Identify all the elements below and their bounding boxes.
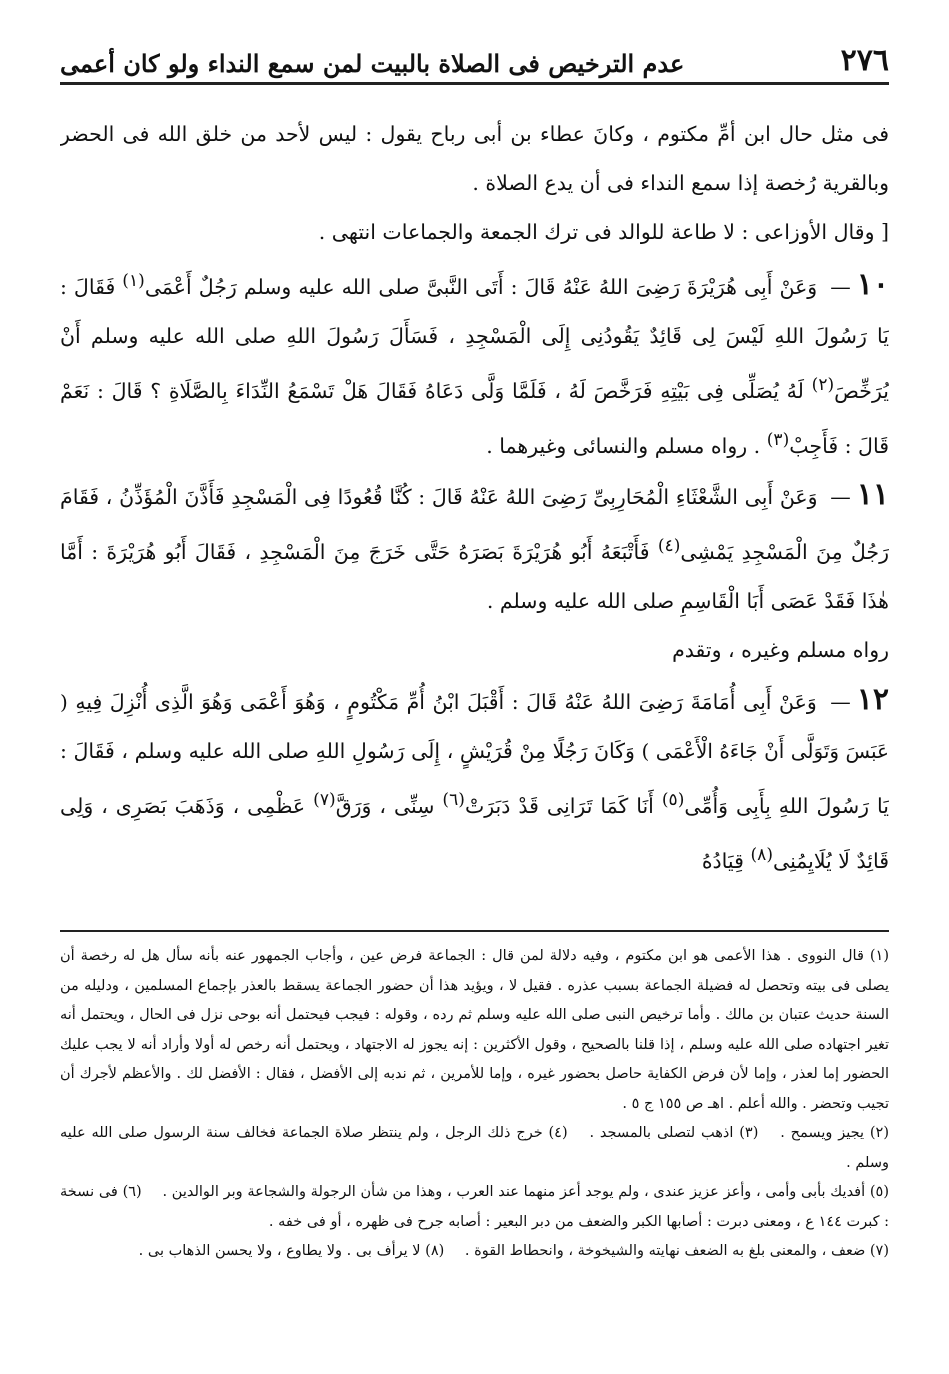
- header-rule: [60, 82, 889, 85]
- hadith-11-text-b: فَأَتْبَعَهُ أَبُو هُرَيْرَةَ بَصَرَهُ حَتَّى خَرَجَ مِنَ الْمَسْجِدِ ، فَقَالَ أَبُو هُرَيْرَةَ : أَمَّا هٰذَا فَقَدْ عَصَى أَبَا الْقَاسِمِ صلى الله عليه وسلم .: [60, 540, 889, 614]
- footnote-ref-7[interactable]: (٧): [313, 790, 336, 811]
- footnote-ref-3[interactable]: (٣): [766, 429, 790, 450]
- hadith-11: ١١— وَعَنْ أَبِى الشَّعْثَاءِ الْمُحَارِبِىِّ رَضِىَ اللهُ عَنْهُ قَالَ : كُنَّا قُعُودًا فِى الْمَسْجِدِ فَأَذَّنَ الْمُؤَذِّنُ ، فَقَامَ رَجُلٌ مِنَ الْمَسْجِدِ يَمْشِى$^{(٤)}$ فَأَتْبَعَهُ أَبُو هُرَيْرَةَ بَصَرَهُ حَتَّى خَرَجَ مِنَ الْمَسْجِدِ ، فَقَالَ أَبُو هُرَيْرَةَ : أَمَّا هٰذَا فَقَدْ عَصَى أَبَا الْقَاسِمِ صلى الله عليه وسلم .: [60, 477, 889, 614]
- footnotes: [60, 942, 889, 1362]
- footnote-ref-6[interactable]: (٦): [442, 790, 465, 811]
- main-text: [60, 110, 889, 930]
- hadith-number-10: ١٠: [856, 266, 889, 302]
- hadith-12-text-f: قِيَادُهُ: [701, 848, 744, 873]
- footnote-ref-8[interactable]: (٨): [750, 845, 773, 866]
- hadith-12-text-d: سِنِّى ، وَرَقَّ: [335, 794, 435, 819]
- footnote-7: (٧) ضعف ، والمعنى بلغ به الضعف نهايته والشيخوخة ، وانحطاط القوة .: [464, 1243, 889, 1259]
- page-header: [60, 22, 889, 78]
- hadith-10: ١٠— وَعَنْ أَبِى هُرَيْرَةَ رَضِىَ اللهُ عَنْهُ قَالَ : أَتَى النَّبىَّ صلى الله عليه وسلم رَجُلٌ أَعْمَى$^{(١)}$ فَقَالَ : يَا رَسُولَ اللهِ لَيْسَ لِى قَائِدٌ يَقُودُنِى إِلَى الْمَسْجِدِ ، فَسَأَلَ رَسُولَ اللهِ صلى الله عليه وسلم أَنْ يُرَخِّصَ$^{(٢)}$ لَهُ يُصَلِّى فِى بَيْتِهِ فَرَخَّصَ لَهُ ، فَلَمَّا وَلَّى دَعَاهُ فَقَالَ هَلْ تَسْمَعُ النِّدَاءَ بِالصَّلَاةِ ؟ قَالَ : نَعَمْ قَالَ : فَأَجِبْ$^{(٣)}$ . رواه مسلم والنسائى وغيرهما .: [60, 266, 889, 458]
- hadith-10-text-a: وَعَنْ أَبِى هُرَيْرَةَ رَضِىَ اللهُ عَنْهُ قَالَ : أَتَى النَّبىَّ صلى الله عليه وسلم رَجُلٌ أَعْمَى: [144, 274, 818, 299]
- hadith-11-source: رواه مسلم وغيره ، وتقدم: [672, 638, 889, 663]
- page-number: ٢٧٦: [840, 43, 889, 78]
- footnote-ref-1[interactable]: (١): [122, 271, 145, 291]
- footnote-row-2-4: [60, 1119, 889, 1178]
- hadith-10-text-b: فَقَالَ : يَا رَسُولَ اللهِ لَيْسَ لِى قَائِدٌ يَقُودُنِى إِلَى الْمَسْجِدِ ، فَسَأَلَ رَسُولَ اللهِ صلى الله عليه وسلم أَنْ يُرَخِّصَ: [60, 274, 889, 403]
- footnote-5: (٥) أفديك بأبى وأمى ، وأعز عزيز عندى ، ولم يوجد أعز منهما عند العرب ، وهذا من شأن الرجولة والشجاعة وبر الوالدين .: [162, 1184, 889, 1200]
- quran-quote: ( عَبَسَ وَتَوَلَّى أَنْ جَاءَهُ الْأَعْمَى ): [60, 690, 889, 764]
- footnote-ref-2[interactable]: (٢): [811, 374, 835, 395]
- hadith-12-text-e: عَظْمِى ، وَذَهَبَ بَصَرِى ، وَلِى قَائِدٌ لَا يُلَايِمُنِى: [60, 794, 889, 873]
- footnote-ref-5[interactable]: (٥): [661, 790, 685, 811]
- hadith-10-text-c: لَهُ يُصَلِّى فِى بَيْتِهِ فَرَخَّصَ لَهُ ، فَلَمَّا وَلَّى دَعَاهُ فَقَالَ هَلْ تَسْمَعُ النِّدَاءَ بِالصَّلَاةِ ؟ قَالَ : نَعَمْ قَالَ : فَأَجِبْ: [60, 378, 889, 458]
- hadith-12: ١٢— وَعَنْ أَبِى أُمَامَةَ رَضِىَ اللهُ عَنْهُ قَالَ : أَقْبَلَ ابْنُ أُمِّ مَكْتُومٍ ، وَهُوَ أَعْمَى وَهُوَ الَّذِى أُنْزِلَ فِيهِ ( عَبَسَ وَتَوَلَّى أَنْ جَاءَهُ الْأَعْمَى ) وَكَانَ رَجُلًا مِنْ قُرَيْشٍ ، إِلَى رَسُولِ اللهِ صلى الله عليه وسلم ، فَقَالَ : يَا رَسُولَ اللهِ بِأَبِى وَأُمِّى$^{(٥)}$ أَنَا كَمَا تَرَانِى قَدْ دَبَرَتْ$^{(٦)}$ سِنِّى ، وَرَقَّ$^{(٧)}$ عَظْمِى ، وَذَهَبَ بَصَرِى ، وَلِى قَائِدٌ لَا يُلَايِمُنِى$^{(٨)}$ قِيَادُهُ: [60, 682, 889, 873]
- footnote-3: (٣) اذهب لتصلى بالمسجد .: [589, 1125, 759, 1141]
- hadith-10-source: . رواه مسلم والنسائى وغيرهما .: [486, 433, 761, 458]
- footnote-row-7-8: [60, 1237, 889, 1267]
- hadith-12-text-a: وَعَنْ أَبِى أُمَامَةَ رَضِىَ اللهُ عَنْهُ قَالَ : أَقْبَلَ ابْنُ أُمِّ مَكْتُومٍ ، وَهُوَ أَعْمَى وَهُوَ الَّذِى أُنْزِلَ فِيهِ: [75, 690, 817, 715]
- footnote-8: (٨) لا يرأف بى . ولا يطاوع ، ولا يحسن الذهاب بى .: [138, 1243, 445, 1259]
- footnote-ref-4[interactable]: (٤): [657, 536, 681, 557]
- paragraph-2: [ وقال الأوزاعى : لا طاعة للوالد فى ترك الجمعة والجماعات انتهى .: [318, 220, 889, 244]
- hadith-number-11: ١١: [856, 477, 889, 513]
- footnote-6: (٦) فى نسخة : كبرت ١٤٤ ع ، ومعنى دبرت : أصابها الكبر والضعف من دبر البعير : أصابه جرح فى ظهره ، أو فى خفه .: [60, 1184, 889, 1230]
- footnote-rule: [60, 930, 889, 932]
- footnote-1: (١) قال النووى . هذا الأعمى هو ابن مكتوم ، وفيه دلالة لمن قال : الجماعة فرض عين ، وأجاب الجمهور عنه بأنه سأل هل له رخصة أن يصلى فى بيته وتحصل له فضيلة الجماعة بسبب عذره . فقيل لا ، ويؤيد هذا أن حضور الجماعة يسقط بالعذر بإجماع المسلمين ، ودليله من السنة حديث عتبان بن مالك . وأما ترخيص النبى صلى الله عليه وسلم ثم رده ، وقوله : فيجب فيحتمل أنه بوحى نزل فى الحال ، ويحتمل أنه تغير اجتهاده صلى الله عليه وسلم ، إذا قلنا بالصحيح ، وقول الأكثرين : إنه يجوز له الاجتهاد ، ويحتمل أنه رخص له أولا وأراد أنه لا يجب عليك الحضور إما لعذر ، وإما لأن فرض الكفاية حاصل بحضور غيره ، وإما للأمرين ، ثم ندبه إلى الأفضل ، فقال : الأفضل لك . والأعظم لأجرك أن تجيب وتحضر . والله أعلم . اهـ ص ١٥٥ ج ٥ .: [60, 948, 889, 1112]
- footnote-4: (٤) خرج ذلك الرجل ، ولم ينتظر صلاة الجماعة فخالف سنة الرسول صلى الله عليه وسلم .: [60, 1125, 889, 1171]
- hadith-12-text-c: أَنَا كَمَا تَرَانِى قَدْ دَبَرَتْ: [464, 794, 654, 819]
- running-title: عدم الترخيص فى الصلاة بالبيت لمن سمع النداء ولو كان أعمى: [60, 49, 685, 78]
- footnote-row-5-6: [60, 1178, 889, 1237]
- paragraph-1: فى مثل حال ابن أمِّ مكتوم ، وكانَ عطاء بن أبى رباح يقول : ليس لأحد من خلق الله فى الحضر وبالقرية رُخصة إذا سمع النداء فى أن يدع الصلاة .: [60, 122, 889, 195]
- hadith-12-text-b: وَكَانَ رَجُلًا مِنْ قُرَيْشٍ ، إِلَى رَسُولِ اللهِ صلى الله عليه وسلم ، فَقَالَ : يَا رَسُولَ اللهِ بِأَبِى وَأُمِّى: [60, 739, 889, 819]
- hadith-number-12: ١٢: [856, 682, 889, 718]
- footnote-2: (٢) يجيز ويسمح .: [780, 1125, 889, 1141]
- hadith-11-text-a: وَعَنْ أَبِى الشَّعْثَاءِ الْمُحَارِبِىِّ رَضِىَ اللهُ عَنْهُ قَالَ : كُنَّا قُعُودًا فِى الْمَسْجِدِ فَأَذَّنَ الْمُؤَذِّنُ ، فَقَامَ رَجُلٌ مِنَ الْمَسْجِدِ يَمْشِى: [60, 485, 889, 565]
